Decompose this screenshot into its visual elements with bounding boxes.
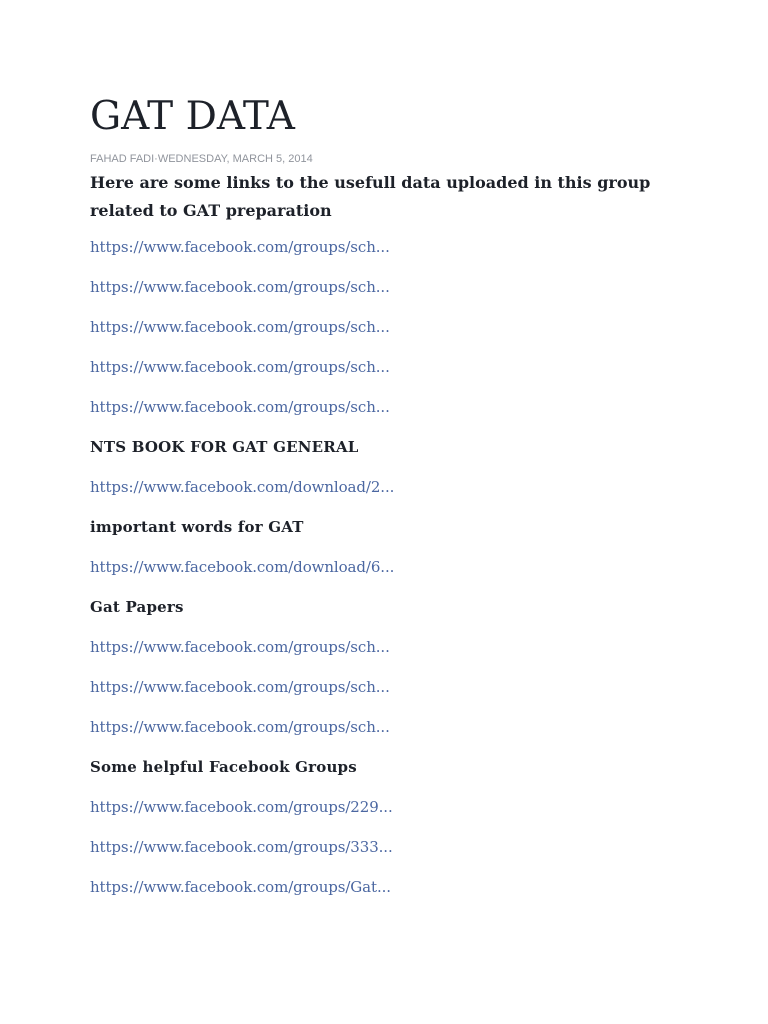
section-heading-helpful-groups: Some helpful Facebook Groups: [90, 758, 357, 776]
facebook-group-link[interactable]: https://www.facebook.com/groups/sch...: [90, 318, 390, 336]
facebook-group-link[interactable]: https://www.facebook.com/groups/sch...: [90, 398, 390, 416]
body-row: [90, 517, 690, 557]
note-article: [90, 92, 690, 917]
facebook-group-link[interactable]: https://www.facebook.com/groups/333...: [90, 838, 393, 856]
body-row: [90, 757, 690, 797]
facebook-group-link[interactable]: https://www.facebook.com/groups/sch...: [90, 278, 390, 296]
body-row: [90, 597, 690, 637]
body-row: [90, 397, 690, 437]
facebook-download-link[interactable]: https://www.facebook.com/download/6...: [90, 558, 395, 576]
facebook-download-link[interactable]: https://www.facebook.com/download/2...: [90, 478, 395, 496]
body-row: [90, 717, 690, 757]
facebook-group-link[interactable]: https://www.facebook.com/groups/sch...: [90, 358, 390, 376]
facebook-group-link[interactable]: https://www.facebook.com/groups/sch...: [90, 638, 390, 656]
body-row: [90, 557, 690, 597]
body-row: [90, 357, 690, 397]
body-row: [90, 797, 690, 837]
section-heading-nts-book: NTS BOOK FOR GAT GENERAL: [90, 438, 359, 456]
body-row: [90, 237, 690, 277]
facebook-group-link[interactable]: https://www.facebook.com/groups/sch...: [90, 238, 390, 256]
body-row: [90, 637, 690, 677]
body-row: [90, 437, 690, 477]
body-row: [90, 877, 690, 917]
section-heading-gat-papers: Gat Papers: [90, 598, 184, 616]
facebook-group-link[interactable]: https://www.facebook.com/groups/sch...: [90, 678, 390, 696]
facebook-group-link[interactable]: https://www.facebook.com/groups/sch...: [90, 718, 390, 736]
body-row: [90, 317, 690, 357]
facebook-group-link[interactable]: https://www.facebook.com/groups/Gat...: [90, 878, 391, 896]
section-heading-important-words: important words for GAT: [90, 518, 304, 536]
note-byline: FAHAD FADI·WEDNESDAY, MARCH 5, 2014: [90, 153, 313, 165]
body-row: [90, 677, 690, 717]
body-row: [90, 477, 690, 517]
facebook-group-link[interactable]: https://www.facebook.com/groups/229...: [90, 798, 393, 816]
note-body: [90, 237, 690, 917]
body-row: [90, 277, 690, 317]
body-row: [90, 837, 690, 877]
note-intro: Here are some links to the usefull data uploaded in this group related to GAT preparation: [90, 173, 651, 220]
note-title: GAT DATA: [90, 94, 295, 139]
